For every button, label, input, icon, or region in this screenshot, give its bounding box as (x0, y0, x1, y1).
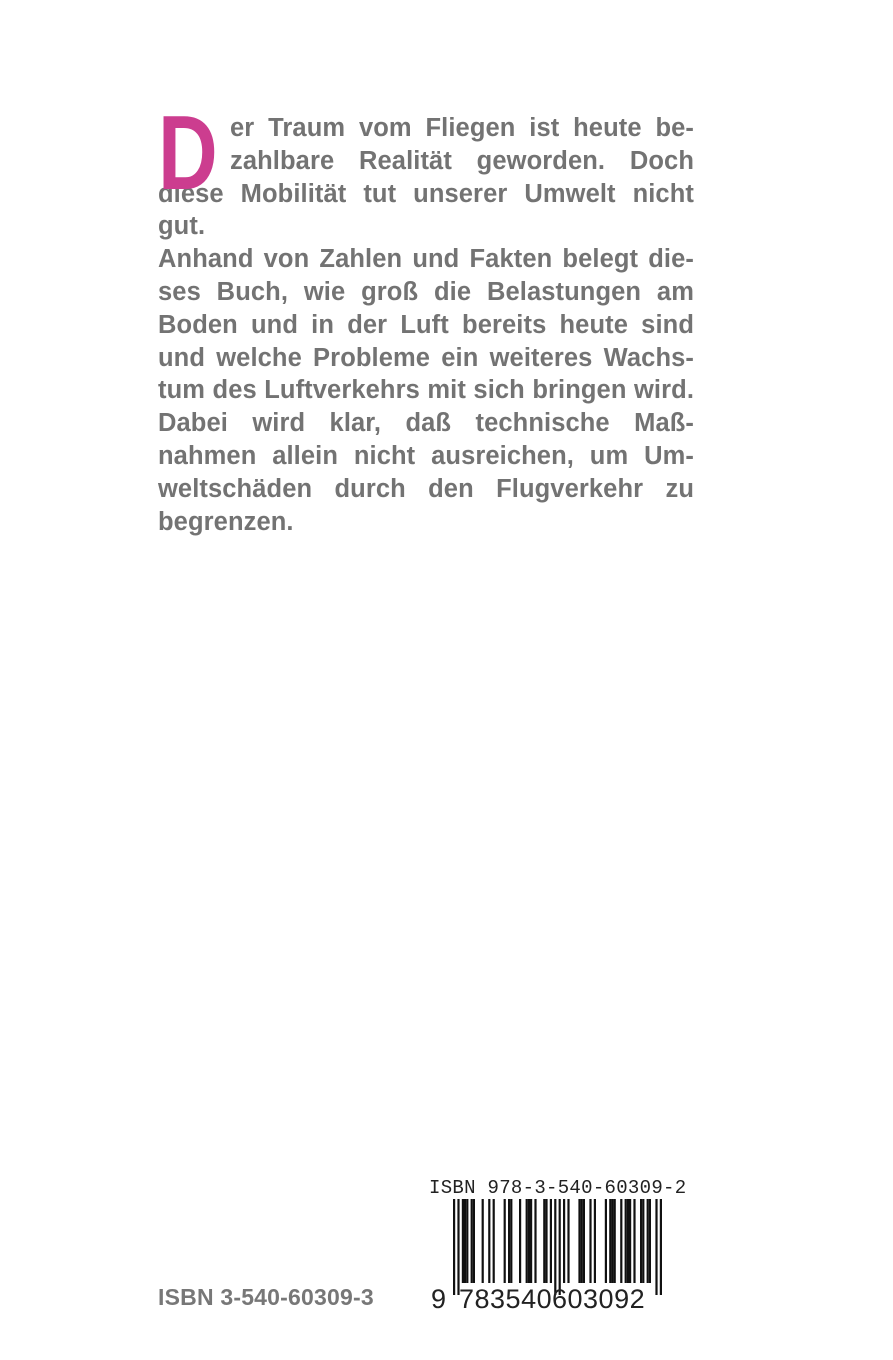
blurb-line: nahmen allein nicht ausreichen, um Um- (158, 441, 694, 470)
blurb-line: weltschäden durch den Flugverkehr zu (158, 474, 694, 503)
barcode-isbn13-label: ISBN 978-3-540-60309-2 (429, 1177, 687, 1199)
barcode-guard-bar (554, 1199, 556, 1295)
barcode-guard-bar (457, 1199, 459, 1295)
barcode-bar (640, 1199, 642, 1283)
barcode-bar (466, 1199, 468, 1283)
barcode-bar (508, 1199, 510, 1283)
barcode-guard-bar (453, 1199, 455, 1295)
blurb-line: Anhand von Zahlen und Fakten belegt die- (158, 245, 694, 274)
barcode-bar (504, 1199, 506, 1283)
barcode-bar (471, 1199, 473, 1283)
barcode-bar (550, 1199, 552, 1283)
barcode-bar (482, 1199, 484, 1283)
barcode-guard-bar (655, 1199, 657, 1295)
barcode-bar (629, 1199, 631, 1283)
barcode-bar (493, 1199, 495, 1283)
barcode-bar (649, 1199, 651, 1283)
barcode-bar (625, 1199, 627, 1283)
barcode-digit-first: 9 (431, 1284, 447, 1314)
barcode-bar (534, 1199, 536, 1283)
barcode-bar (462, 1199, 464, 1283)
barcode-bar (567, 1199, 569, 1283)
blurb-line: Boden und in der Luft bereits heute sind (158, 310, 694, 339)
blurb-line: gut. (158, 212, 206, 241)
barcode-bar (464, 1199, 466, 1283)
barcode-bar (609, 1199, 611, 1283)
barcode-bar (589, 1199, 591, 1283)
barcode-bar (594, 1199, 596, 1283)
barcode-bar (642, 1199, 644, 1283)
isbn-label: ISBN 3-540-60309-3 (158, 1284, 374, 1310)
barcode-bar (614, 1199, 616, 1283)
blurb-line: diese Mobilität tut unserer Umwelt nicht (158, 179, 694, 208)
blurb-line: er Traum vom Fliegen ist heute be- (230, 114, 694, 142)
blurb-line: ses Buch, wie groß die Belastungen am (158, 277, 694, 306)
barcode-bar (543, 1199, 545, 1283)
blurb-text (158, 94, 694, 538)
blurb-line: und welche Probleme ein weiteres Wachs- (158, 343, 694, 372)
barcode-digits-right: 603092 (552, 1284, 646, 1314)
barcode-bar (620, 1199, 622, 1283)
barcode-guard-bar (559, 1199, 561, 1295)
barcode-bar (519, 1199, 521, 1283)
barcode-bar (583, 1199, 585, 1283)
barcode-bar (611, 1199, 613, 1283)
barcode-bar (563, 1199, 565, 1283)
barcode-bar (578, 1199, 580, 1283)
barcode-bar (605, 1199, 607, 1283)
barcode-bar (530, 1199, 532, 1283)
barcode-bar (633, 1199, 635, 1283)
barcode-bar (510, 1199, 512, 1283)
blurb-line: zahlbare Realität geworden. Doch (230, 146, 694, 175)
barcode-bar (528, 1199, 530, 1283)
drop-cap: D (158, 94, 218, 212)
barcode-bar (473, 1199, 475, 1283)
barcode-guard-bar (660, 1199, 662, 1295)
barcode-bar (526, 1199, 528, 1283)
barcode-bar (627, 1199, 629, 1283)
barcode-bar (488, 1199, 490, 1283)
barcode-bar (581, 1199, 583, 1283)
barcode-bar (545, 1199, 547, 1283)
blurb-line: tum des Luftverkehrs mit sich bringen wird. (158, 376, 694, 405)
blurb-line: begrenzen. (158, 507, 294, 536)
blurb-line: Dabei wird klar, daß technische Maß- (158, 409, 694, 438)
barcode-digits-left: 783540 (459, 1284, 553, 1314)
barcode-bar (647, 1199, 649, 1283)
